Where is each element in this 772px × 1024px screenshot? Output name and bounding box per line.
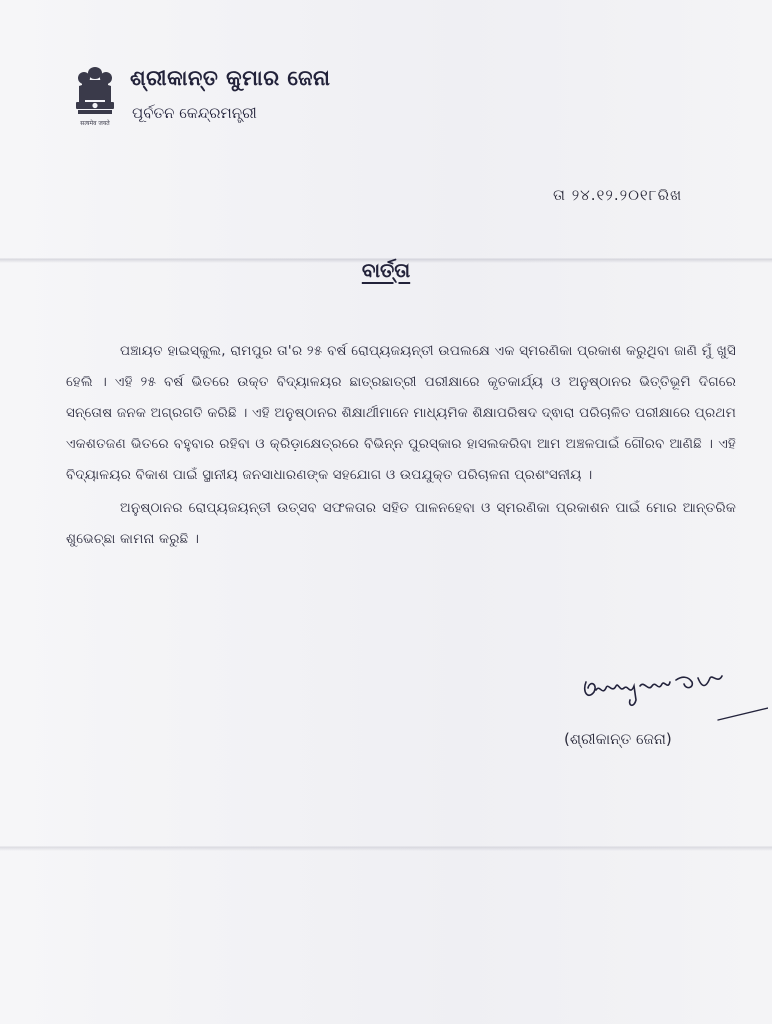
letter-body: [66, 336, 736, 555]
emblem-motto: सत्यमेव जयते: [80, 120, 110, 127]
letterhead-name: ଶ୍ରୀକାନ୍ତ କୁମାର ଜେନା: [130, 66, 331, 90]
paragraph-text: ଅନୁଷ୍ଠାନର ରୋପ୍ୟଜୟନ୍ତୀ ଉତ୍ସବ ସଫଳତାର ସହିତ ପାଳନହେବା ଓ ସ୍ମରଣିକା ପ୍ରକାଶନ ପାଇଁ ମୋର ଆନ୍ତରିକ ଶୁଭେଚ୍ଛା କାମନା କରୁଛି ।: [66, 500, 736, 547]
letter-heading: [0, 258, 772, 282]
heading-text: ବାର୍ତ୍ତା: [361, 258, 411, 282]
handwritten-signature: [578, 662, 768, 722]
signer-name: (ଶ୍ରୀକାନ୍ତ ଜେନା): [564, 730, 672, 748]
body-paragraph: [66, 336, 736, 491]
body-paragraph: [66, 493, 736, 555]
letter-date: ତା ୨୪.୧୨.୨୦୧୮ରିଖ: [553, 186, 683, 204]
letterhead-designation: ପୂର୍ବତନ କେନ୍ଦ୍ରମନ୍ତ୍ରୀ: [132, 104, 257, 122]
ashoka-emblem-icon: [70, 64, 120, 136]
paragraph-text: ପଞ୍ଚାୟତ ହାଇସ୍କୁଲ, ରାମପୁର ତା'ର ୨୫ ବର୍ଷ ରୋପ୍ୟଜୟନ୍ତୀ ଉପଲକ୍ଷେ ଏକ ସ୍ମରଣିକା ପ୍ରକାଶ କରୁଥିବା ଜାଣି ମୁଁ ଖୁସି ହେଲି । ଏହି ୨୫ ବର୍ଷ ଭିତରେ ଉକ୍ତ ବିଦ୍ୟାଳୟର ଛାତ୍ରଛାତ୍ରୀ ପରୀକ୍ଷାରେ କୃତକାର୍ଯ୍ୟ ଓ ଅନୁଷ୍ଠାନର ଭିତ୍ତିଭୂମି ଦିଗରେ ସନ୍ତୋଷ ଜନକ ଅଗ୍ରଗତି କରିଛି । ଏହି ଅନୁଷ୍ଠାନର ଶିକ୍ଷାର୍ଥୀମାନେ ମାଧ୍ୟମିକ ଶିକ୍ଷାପରିଷଦ ଦ୍ଵାରା ପରିଚାଳିତ ପରୀକ୍ଷାରେ ପ୍ରଥମ ଏକଶତଜଣ ଭିତରେ ବହୁବାର ରହିବା ଓ କ୍ରିଡ଼ାକ୍ଷେତ୍ରରେ ବିଭିନ୍ନ ପୁରସ୍କାର ହାସଲକରିବା ଆମ ଅଞ୍ଚଳପାଇଁ ଗୌରବ ଆଣିଛି । ଏହି ବିଦ୍ୟାଳୟର ବିକାଶ ପାଇଁ ସ୍ଥାନୀୟ ଜନସାଧାରଣଙ୍କ ସହଯୋଗ ଓ ଉପଯୁକ୍ତ ପରିଚାଳନା ପ୍ରଶଂସନୀୟ ।: [66, 343, 736, 483]
